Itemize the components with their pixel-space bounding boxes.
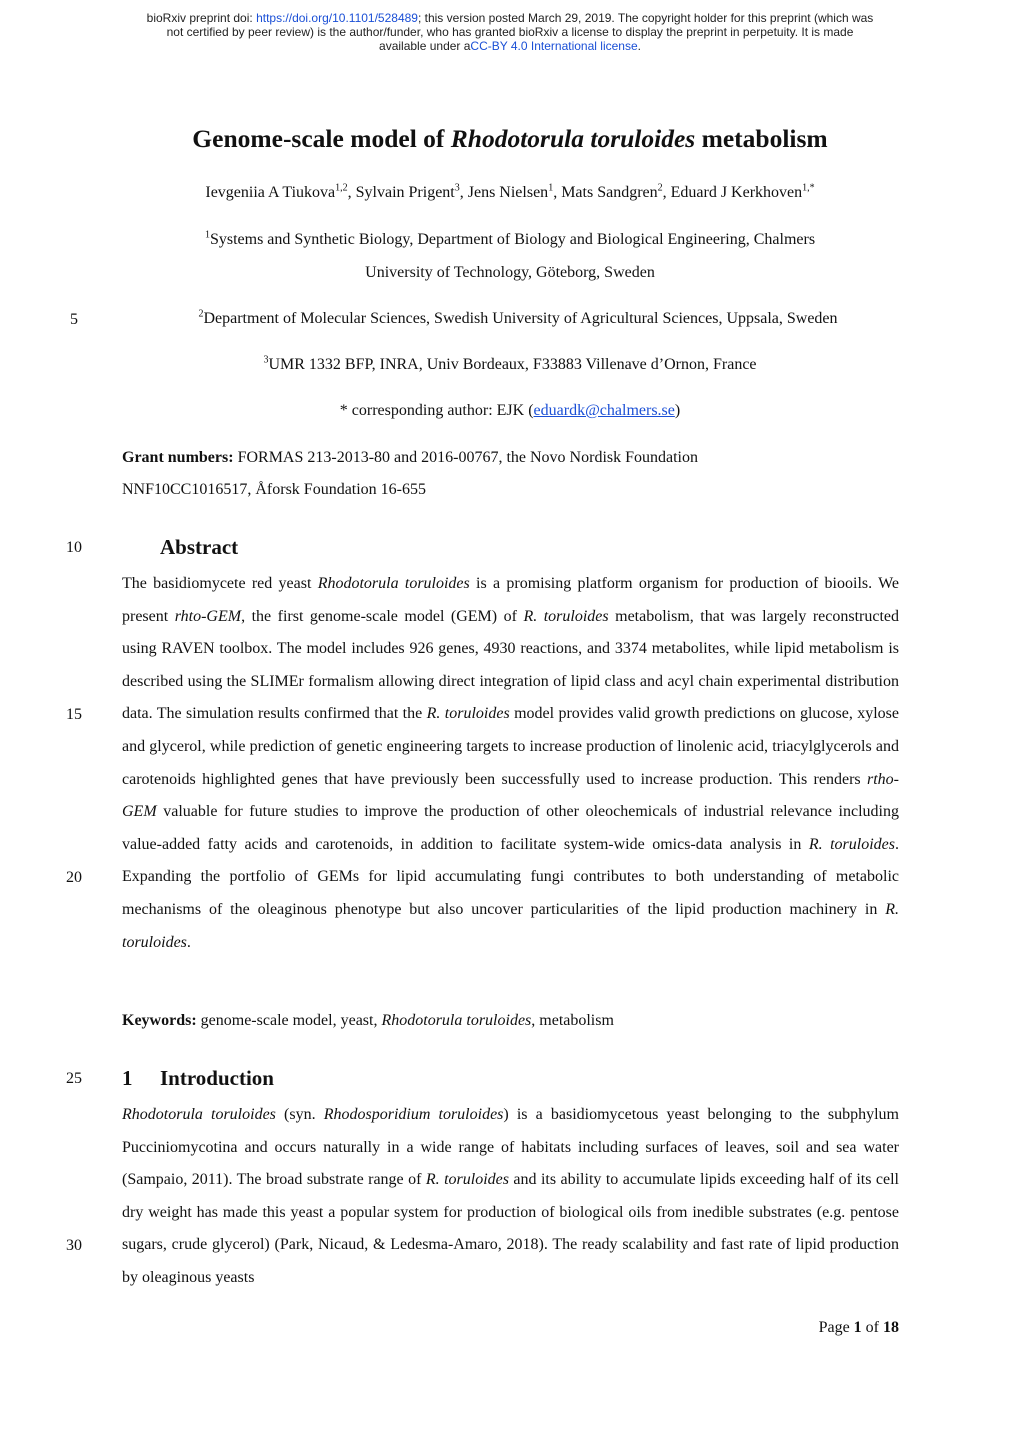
affiliation-1: $^1$Systems and Synthetic Biology, Department of Biology and Biological Engineering, Chalmers xyxy=(204,229,816,248)
corresponding-author: * corresponding author: EJK (eduardk@chalmers.se) xyxy=(339,402,681,419)
license-link[interactable]: CC-BY 4.0 International license xyxy=(470,39,638,53)
introduction-body: Rhodotorula toruloides (syn. Rhodosporidium toruloides) is a basidiomycetous yeast belonging to the subphylum Pucciniomycotina and occurs naturally in a wide range of habitats including surfaces of leaves, soil and sea water (Sampaio, 2011). The broad substrate range of R. toruloides and its ability to accumulate lipids exceeding half of its cell dry weight has made this yeast a popular system for production of biological oils from inedible substrates (e.g. pentose sugars, crude glycerol) (Park, Nicaud, & Ledesma-Amaro, 2018). The ready scalability and fast rate of lipid production by oleaginous yeasts xyxy=(122,1106,900,1286)
page-number: Page 1 of 18 xyxy=(818,1319,899,1336)
paper-title: Genome-scale model of Rhodotorula toruloides metabolism xyxy=(192,124,828,153)
abstract-heading: Abstract xyxy=(160,535,239,559)
author-list: Ievgeniia A Tiukova$^{1,2}$, Sylvain Prigent$^3$, Jens Nielsen$^1$, Mats Sandgren$^2$, Eduard J Kerkhoven$^{1,*}$ xyxy=(205,182,815,201)
section-number: 1 xyxy=(122,1066,133,1090)
grant-line1: Grant numbers: FORMAS 213-2013-80 and 2016-00767, the Novo Nordisk Foundation xyxy=(122,449,698,466)
affiliation-3: $^3$UMR 1332 BFP, INRA, Univ Bordeaux, F33883 Villenave d’Ornon, France xyxy=(263,354,757,373)
line-number: 5 xyxy=(70,311,78,328)
keywords: Keywords: genome-scale model, yeast, Rhodotorula toruloides, metabolism xyxy=(122,1012,614,1029)
line-number: 10 xyxy=(66,539,82,556)
line-number: 30 xyxy=(66,1237,82,1254)
grant-line2: NNF10CC1016517, Åforsk Foundation 16-655 xyxy=(122,481,427,498)
preprint-notice-line2: not certified by peer review) is the author/funder, who has granted bioRxiv a license to display the preprint in perpetuity. It is made xyxy=(166,25,854,39)
abstract-body: The basidiomycete red yeast Rhodotorula toruloides is a promising platform organism for production of biooils. We present rhto-GEM, the first genome-scale model (GEM) of R. toruloides metabolism, that was largely reconstructed using RAVEN toolbox. The model includes 926 genes, 4930 reactions, and 3374 metabolites, while lipid metabolism is described using the SLIMEr formalism allowing direct integration of lipid class and acyl chain experimental distribution data. The simulation results confirmed that the R. toruloides model provides valid growth predictions on glucose, xylose and glycerol, while prediction of genetic engineering targets to increase production of linolenic acid, triacylglycerols and carotenoids highlighted genes that have previously been successfully used to increase production. This renders rtho-GEM valuable for future studies to improve the production of other oleochemicals of industrial relevance including value-added fatty acids and carotenoids, in addition to facilitate system-wide omics-data analysis in R. toruloides. Expanding the portfolio of GEMs for lipid accumulating fungi contributes to both understanding of metabolic mechanisms of the oleaginous phenotype but also uncover particularities of the lipid production machinery in R. toruloides. xyxy=(122,575,900,951)
line-number: 15 xyxy=(66,706,82,723)
affiliation-2: $^2$Department of Molecular Sciences, Swedish University of Agricultural Sciences, Uppsala, Sweden xyxy=(198,308,838,327)
affiliation-1-cont: University of Technology, Göteborg, Sweden xyxy=(365,264,655,281)
email-link[interactable]: eduardk@chalmers.se xyxy=(533,402,675,419)
introduction-heading: Introduction xyxy=(160,1066,274,1090)
line-number: 20 xyxy=(66,869,82,886)
line-number: 25 xyxy=(66,1070,82,1087)
doi-link[interactable]: https://doi.org/10.1101/528489 xyxy=(256,11,418,25)
preprint-notice-line3: available under aCC-BY 4.0 International license. xyxy=(379,39,641,53)
preprint-notice-line1: bioRxiv preprint doi: https://doi.org/10.1101/528489; this version posted March 29, 2019. The copyright holder for this preprint (which was xyxy=(146,11,874,25)
